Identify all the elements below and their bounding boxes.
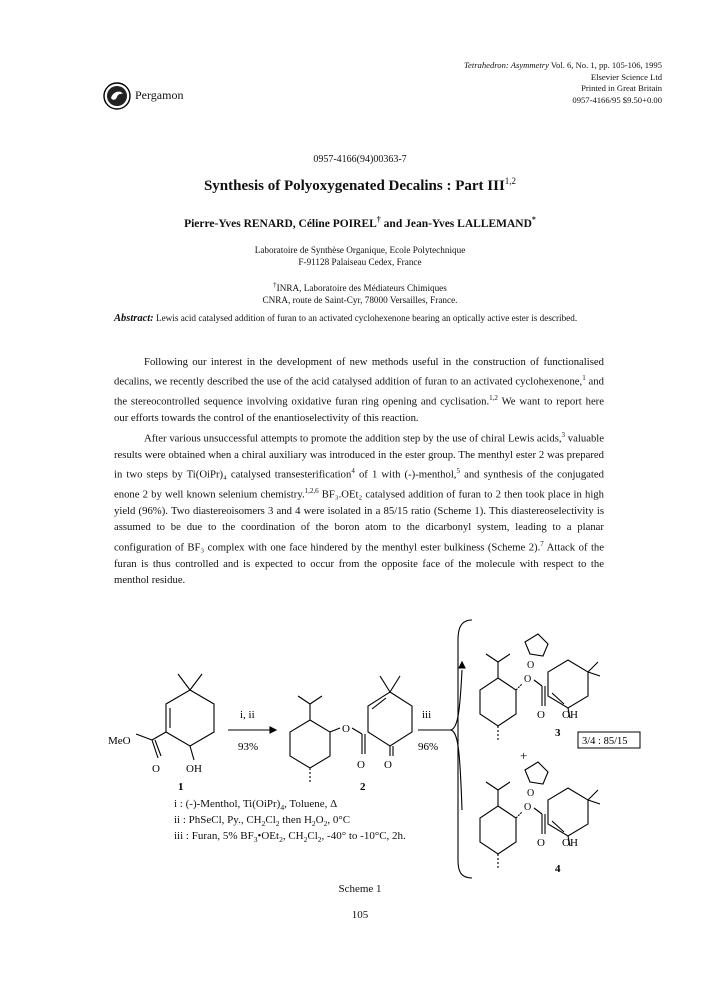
title-refs: 1,2 [504, 176, 517, 186]
body-text [114, 354, 604, 589]
abstract-label: Abstract: [114, 313, 154, 324]
svg-text:O: O [524, 674, 532, 685]
journal-citation: Vol. 6, No. 1, pp. 105-106, 1995 [548, 60, 662, 70]
scheme-caption: Scheme 1 [338, 883, 382, 895]
printed-line: Printed in Great Britain [581, 83, 662, 93]
pergamon-logo-icon [103, 82, 131, 110]
svg-text:iii: iii [422, 709, 432, 721]
doi-line: 0957-4166(94)00363-7 [313, 154, 407, 165]
product-bracket [458, 620, 472, 878]
paper-title: Synthesis of Polyoxygenated Decalins : Part III$^{1,2}$ [203, 176, 517, 194]
svg-text:MeO: MeO [108, 735, 131, 747]
svg-text:O: O [152, 763, 160, 775]
abstract-text: Lewis acid catalysed addition of furan to an activated cyclohexenone bearing an optically active ester is described. [153, 313, 578, 323]
affiliation-2: †INRA, Laboratoire des Médiateurs Chimiques CNRA, route de Saint-Cyr, 78000 Versailles, France. [262, 281, 458, 305]
svg-text:OH: OH [186, 763, 202, 775]
journal-header [464, 60, 662, 106]
paragraph-2: After various unsuccessful attempts to promote the addition step by the use of chiral Lewis acids,$^3$ valuable results were obtained when a chiral auxiliary was introduced in the ester group. The menthyl ester 2 was prepared in two steps by Ti(OiPr)₄ catalysed transesterification$^4$ of 1 with (-)-menthol,$^5$ and synthesis of the conjugated enone 2 by well known selenium chemistry.$^{1,2,6}$ BF₃.OEt₂ catalysed addition of furan to 2 then took place in high yield (96%). Two diastereoisomers 3 and 4 were isolated in a 85/15 ratio (Scheme 1). This diastereoselectivity is assumed to be due to the coordination of the boron atom to the dicarbonyl system, leading to a planar configuration of BF₃ complex with one face hindered by the menthyl ester bulkiness (Scheme 2).$^7$ Attack of the furan is thus controlled and is expected to occur from the opposite face of the molecule with respect to the menthol residue. [114, 430, 605, 587]
svg-text:O: O [524, 802, 532, 813]
svg-text:93%: 93% [238, 741, 259, 753]
compound-1-label: 1 [178, 781, 184, 793]
compound-1-structure [108, 674, 214, 793]
compound-4-label: 4 [555, 863, 561, 875]
affiliation-1: Laboratoire de Synthèse Organique, Ecole Polytechnique F-91128 Palaiseau Cedex, France [254, 245, 466, 267]
ratio-box: 3/4 : 85/15 [582, 736, 628, 747]
price-line: 0957-4166/95 $9.50+0.00 [572, 94, 662, 105]
author-list: Pierre-Yves RENARD, Céline POIREL† and Jean-Yves LALLEMAND* [184, 215, 536, 230]
svg-text:OH: OH [562, 837, 578, 849]
condition-iii: iii : Furan, 5% $BF_3•OEt_2$, $CH_2Cl_2$, -40° to -10°C, 2h. [174, 830, 406, 845]
svg-text:OH: OH [562, 709, 578, 721]
compound-2-label: 2 [360, 781, 366, 793]
condition-ii: ii : PhSeCl, Py., $CH_2Cl_2$ then $H_2O_2$, 0°C [174, 814, 351, 829]
abstract [114, 313, 577, 324]
svg-text:O: O [527, 660, 535, 671]
svg-text:i, ii: i, ii [240, 709, 255, 721]
compound-3-label: 3 [555, 727, 561, 739]
compound-2-structure [290, 676, 412, 793]
svg-text:O: O [537, 837, 545, 849]
publisher-line: Elsevier Science Ltd [590, 71, 662, 82]
svg-text:96%: 96% [418, 741, 439, 753]
svg-text:O: O [342, 723, 350, 735]
plus-sign: + [520, 748, 528, 763]
svg-text:O: O [357, 759, 365, 771]
compound-3-structure [480, 634, 600, 740]
publisher-name: Pergamon [135, 88, 184, 102]
reaction-arrow-1 [228, 709, 276, 753]
svg-text:O: O [527, 788, 535, 799]
journal-name: Tetrahedron: Asymmetry [464, 60, 549, 70]
condition-i: i : (-)-Menthol, $Ti(OiPr)_4$, Toluene, Δ [174, 798, 338, 813]
svg-text:O: O [384, 759, 392, 771]
paragraph-1: Following our interest in the development of new methods useful in the construction of functionalised decalins, we recently described the use of the acid catalysed addition of furan to an activated cyclohexenone,$^1$ and the stereocontrolled sequence involving oxidative furan ring opening and cyclisation.$^{1,2}$ We want to report here our efforts towards the control of the enantioselectivity of this reaction. [114, 356, 604, 425]
page-number: 105 [351, 909, 369, 921]
svg-text:O: O [537, 709, 545, 721]
compound-4-structure [480, 762, 600, 875]
reaction-conditions [174, 798, 406, 847]
